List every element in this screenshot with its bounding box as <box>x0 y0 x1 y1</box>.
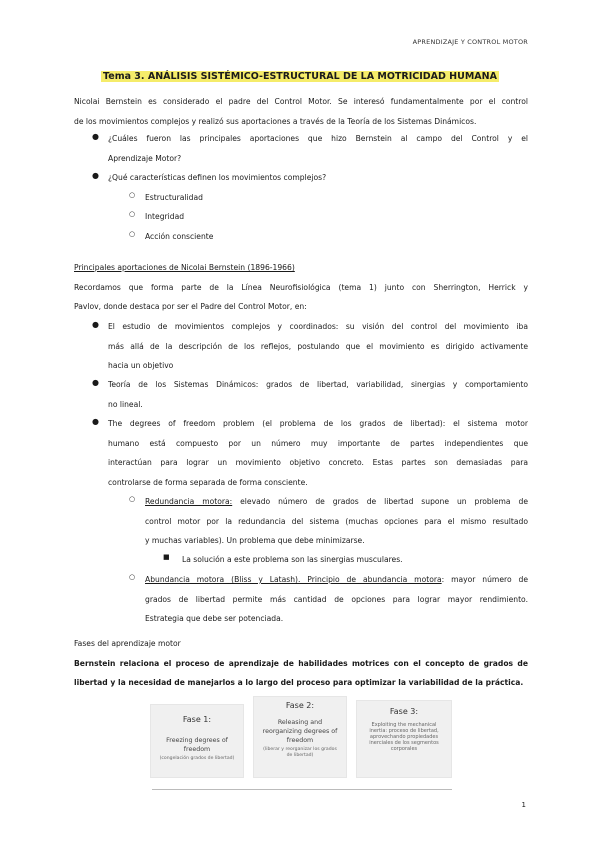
bullet-icon: ● <box>92 132 99 141</box>
bullet-icon: ● <box>92 417 99 426</box>
characteristic-item: Acción consciente <box>145 232 214 241</box>
circle-bullet-icon: ○ <box>129 495 136 503</box>
question-item: ¿Cuáles fueron las principales aportaciones que hizo Bernstein al campo del Control y el Aprendizaje Motor? <box>108 134 528 163</box>
section-heading: Fases del aprendizaje motor <box>74 639 181 648</box>
intro-paragraph: Nicolai Bernstein es considerado el padre del Control Motor. Se interesó fundamentalmente por el control de los movimientos complejos y realizó sus aportaciones a través de la Teoría de los Sistemas Dinámicos. <box>74 97 528 126</box>
circle-bullet-icon: ○ <box>129 210 136 218</box>
question-item: ¿Qué características definen los movimientos complejos? <box>108 173 327 182</box>
section-heading: Principales aportaciones de Nicolai Bernstein (1896-1966) <box>74 263 295 272</box>
running-header: APRENDIZAJE Y CONTROL MOTOR <box>412 38 528 46</box>
phases-diagram <box>150 700 452 790</box>
phase-3-box: Fase 3: Exploiting the mechanical inertia: proceso de libertad, aprovechando propiedades inerciales de los segmentos corporales <box>356 700 452 778</box>
contribution-item: The degrees of freedom problem (el problema de los grados de libertad): el sistema motor humano está compuesto por un número muy importante de partes independientes que interactúan para lograr un movimiento objetivo concreto. Estas partes son demasiadas para controlarse de forma separada de forma consciente. <box>108 419 528 487</box>
circle-bullet-icon: ○ <box>129 230 136 238</box>
abundancia-item: Abundancia motora (Bliss y Latash). Principio de abundancia motora: mayor número de grados de libertad permite más cantidad de opciones para lograr mayor rendimiento. Estrategia que debe ser potenciada. <box>145 575 529 623</box>
section-contributions: Principales aportaciones de Nicolai Bernstein (1896-1966) Recordamos que forma parte de la Línea Neurofisiológica (tema 1) junto con Sherrington, Herrick y Pavlov, donde destaca por ser el Padre del Control Motor, en: <box>74 258 528 317</box>
page-title: Tema 3. ANÁLISIS SISTÉMICO-ESTRUCTURAL DE LA MOTRICIDAD HUMANA <box>103 71 497 82</box>
characteristic-item: Integridad <box>145 212 185 221</box>
page-number: 1 <box>521 801 526 809</box>
section-phases: Fases del aprendizaje motor Bernstein relaciona el proceso de aprendizaje de habilidades motrices con el concepto de grados de libertad y la necesidad de manejarlos a lo largo del proceso para optimizar la variabilidad de la práctica. <box>74 634 528 693</box>
redundancia-solution: La solución a este problema son las sinergias musculares. <box>182 555 403 564</box>
characteristic-item: Estructuralidad <box>145 193 203 202</box>
diagram-baseline <box>152 789 452 790</box>
bullet-icon: ● <box>92 320 99 329</box>
phase-2-box: Fase 2: Releasing and reorganizing degrees of freedom (liberar y reorganizar los grados de libertad) <box>253 696 347 778</box>
square-bullet-icon: ■ <box>163 553 170 561</box>
bullet-icon: ● <box>92 171 99 180</box>
redundancia-item: Redundancia motora: elevado número de grados de libertad supone un problema de control motor por la redundancia del sistema (muchas opciones para el mismo resultado y muchas variables). Un problema que debe minimizarse. <box>145 497 528 545</box>
circle-bullet-icon: ○ <box>129 191 136 199</box>
bullet-icon: ● <box>92 378 99 387</box>
phase-1-box: Fase 1: Freezing degrees of freedom (congelación grados de libertad) <box>150 704 244 778</box>
circle-bullet-icon: ○ <box>129 573 136 581</box>
contribution-item: El estudio de movimientos complejos y coordinados: su visión del control del movimiento iba más allá de la descripción de los reflejos, postulando que el movimiento es dirigido activamente hacia un objetivo <box>108 322 528 370</box>
contribution-item: Teoría de los Sistemas Dinámicos: grados de libertad, variabilidad, sinergias y comportamiento no lineal. <box>108 380 528 409</box>
